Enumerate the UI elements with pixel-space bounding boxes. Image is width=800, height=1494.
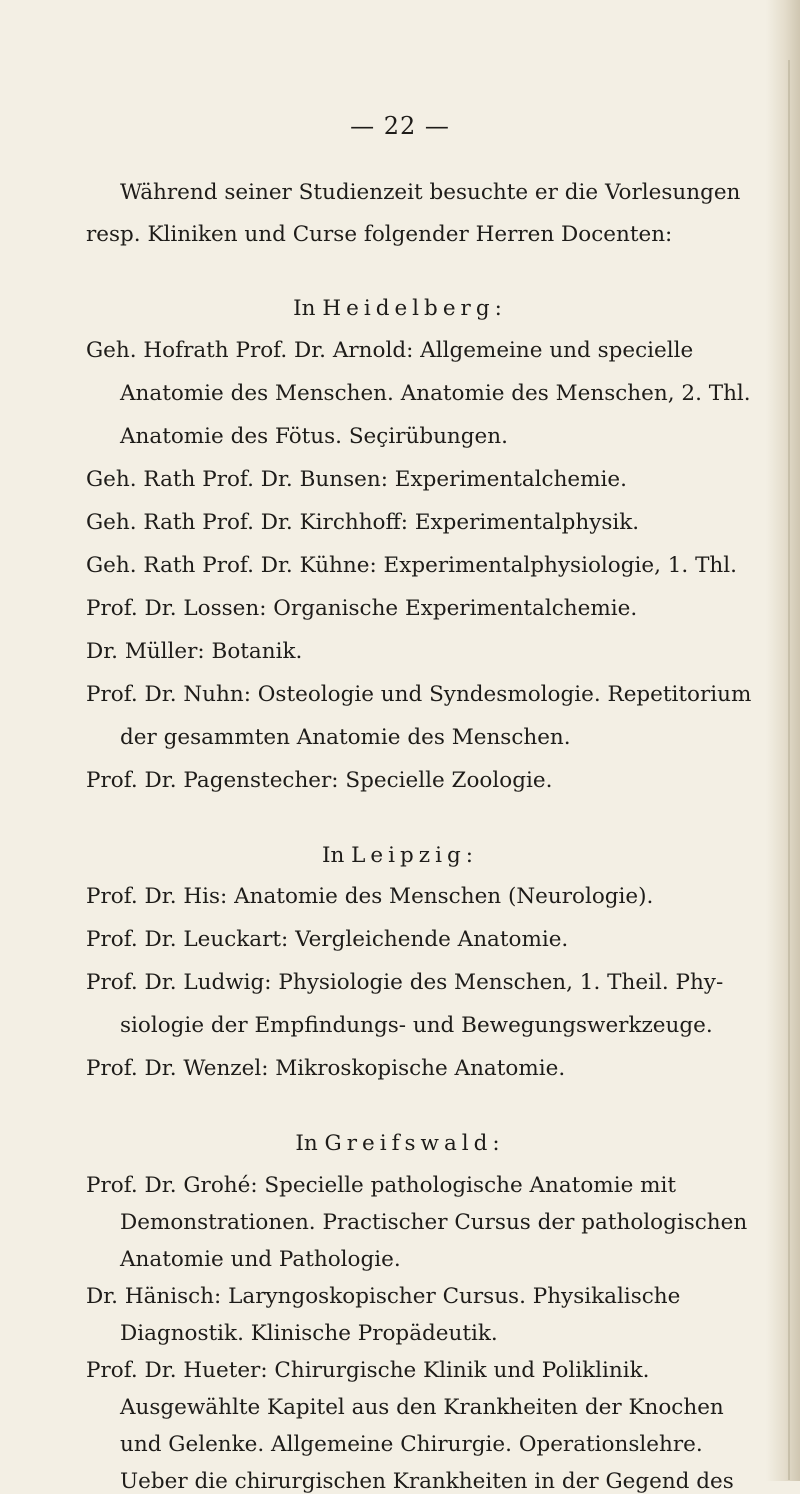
heading-city: Leipzig: [351, 843, 479, 868]
heading-prefix: In [321, 843, 345, 868]
entry-line: Anatomie des Menschen. Anatomie des Menschen, 2. Thl. [120, 381, 751, 406]
intro-line: Während seiner Studienzeit besuchte er die Vorlesungen [120, 180, 741, 205]
entry-line: Prof. Dr. Grohé: Specielle pathologische Anatomie mit [86, 1173, 677, 1198]
heading-city: Heidelberg: [322, 296, 507, 321]
entry-line: Geh. Rath Prof. Dr. Kühne: Experimentalphysiologie, 1. Thl. [86, 553, 737, 578]
entry-line: Geh. Rath Prof. Dr. Bunsen: Experimentalchemie. [86, 467, 627, 492]
entry-line: Prof. Dr. Leuckart: Vergleichende Anatomie. [86, 927, 569, 952]
entry-line: Ausgewählte Kapitel aus den Krankheiten der Knochen [120, 1395, 724, 1420]
entry-line: Prof. Dr. Lossen: Organische Experimentalchemie. [86, 596, 638, 621]
entry-line: Prof. Dr. Hueter: Chirurgische Klinik und Poliklinik. [86, 1358, 650, 1383]
entry-line: siologie der Empfindungs- und Bewegungswerkzeuge. [120, 1013, 713, 1038]
entry-line: Prof. Dr. His: Anatomie des Menschen (Neurologie). [86, 884, 654, 909]
entry-line: Dr. Hänisch: Laryngoskopischer Cursus. Physikalische [86, 1284, 681, 1309]
entry-line: Prof. Dr. Nuhn: Osteologie und Syndesmologie. Repetitorium [86, 682, 752, 707]
entry-line: Anatomie des Fötus. Seçirübungen. [120, 424, 508, 449]
entry-line: Prof. Dr. Wenzel: Mikroskopische Anatomie. [86, 1056, 566, 1081]
section-heading-heidelberg [0, 296, 800, 321]
entry-line: Prof. Dr. Pagenstecher: Specielle Zoologie. [86, 768, 553, 793]
entry-line: Geh. Hofrath Prof. Dr. Arnold: Allgemeine und specielle [86, 338, 694, 363]
page-number: — 22 — [350, 112, 450, 140]
entry-line: Geh. Rath Prof. Dr. Kirchhoff: Experimentalphysik. [86, 510, 640, 535]
entry-line: Dr. Müller: Botanik. [86, 639, 303, 664]
intro-line: resp. Kliniken und Curse folgender Herren Docenten: [86, 222, 673, 247]
entry-line: Ueber die chirurgischen Krankheiten in der Gegend des [120, 1469, 734, 1494]
entry-line: der gesammten Anatomie des Menschen. [120, 725, 571, 750]
section-heading-leipzig [0, 843, 800, 868]
section-heading-greifswald [0, 1131, 800, 1156]
heading-prefix: In [293, 296, 316, 321]
entry-line: Prof. Dr. Ludwig: Physiologie des Menschen, 1. Theil. Phy- [86, 970, 724, 995]
entry-line: Demonstrationen. Practischer Cursus der pathologischen [120, 1210, 748, 1235]
heading-prefix: In [295, 1131, 318, 1156]
entry-line: Anatomie und Pathologie. [120, 1247, 401, 1272]
entry-line: und Gelenke. Allgemeine Chirurgie. Operationslehre. [120, 1432, 703, 1457]
page-edge-shadow [766, 0, 800, 1481]
heading-city: Greifswald: [324, 1131, 505, 1156]
entry-line: Diagnostik. Klinische Propädeutik. [120, 1321, 498, 1346]
